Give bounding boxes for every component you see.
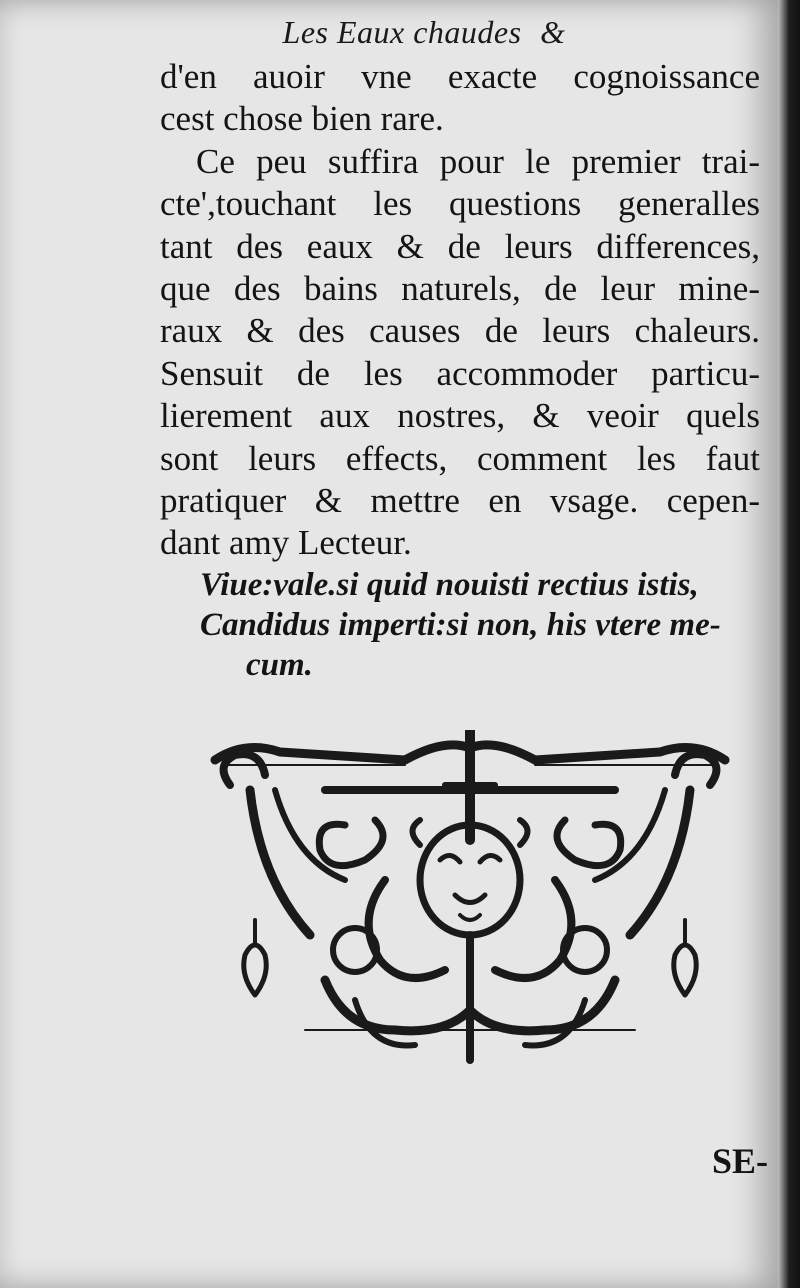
body-line: raux & des causes de leurs chaleurs. <box>160 311 760 351</box>
latin-line: cum. <box>246 647 313 683</box>
body-line: pratiquer & mettre en vsage. cepen- <box>160 481 760 521</box>
body-line: tant des eaux & de leurs differences, <box>160 226 760 266</box>
latin-line: Candidus imperti:si non, his vtere me- <box>200 607 721 643</box>
latin-quotation <box>200 565 765 685</box>
body-line: Ce peu suffira pour le premier trai- <box>196 141 760 181</box>
body-line: sont leurs effects, comment les faut <box>160 438 760 478</box>
body-line: lierement aux nostres, & veoir quels <box>160 396 760 436</box>
body-line: cest chose bien rare. <box>160 99 444 139</box>
body-line: que des bains naturels, de leur mine- <box>160 269 760 309</box>
body-line: d'en auoir vne exacte cognoissance <box>160 57 760 96</box>
binding-edge <box>778 0 800 1288</box>
running-head-title: Les Eaux chaudes <box>282 14 522 50</box>
body-line: Sensuit de les accommoder particu- <box>160 353 760 393</box>
running-head-ampersand: & <box>540 14 566 50</box>
catchword: SE- <box>712 1141 769 1181</box>
body-line: cte',touchant les questions generalles <box>160 184 760 224</box>
latin-line: Viue:vale.si quid nouisti rectius istis, <box>200 567 699 603</box>
lion-mask-ornament-icon <box>205 730 735 1065</box>
running-head <box>0 14 778 51</box>
body-line: dant amy Lecteur. <box>160 523 412 563</box>
body-paragraphs <box>160 56 760 565</box>
